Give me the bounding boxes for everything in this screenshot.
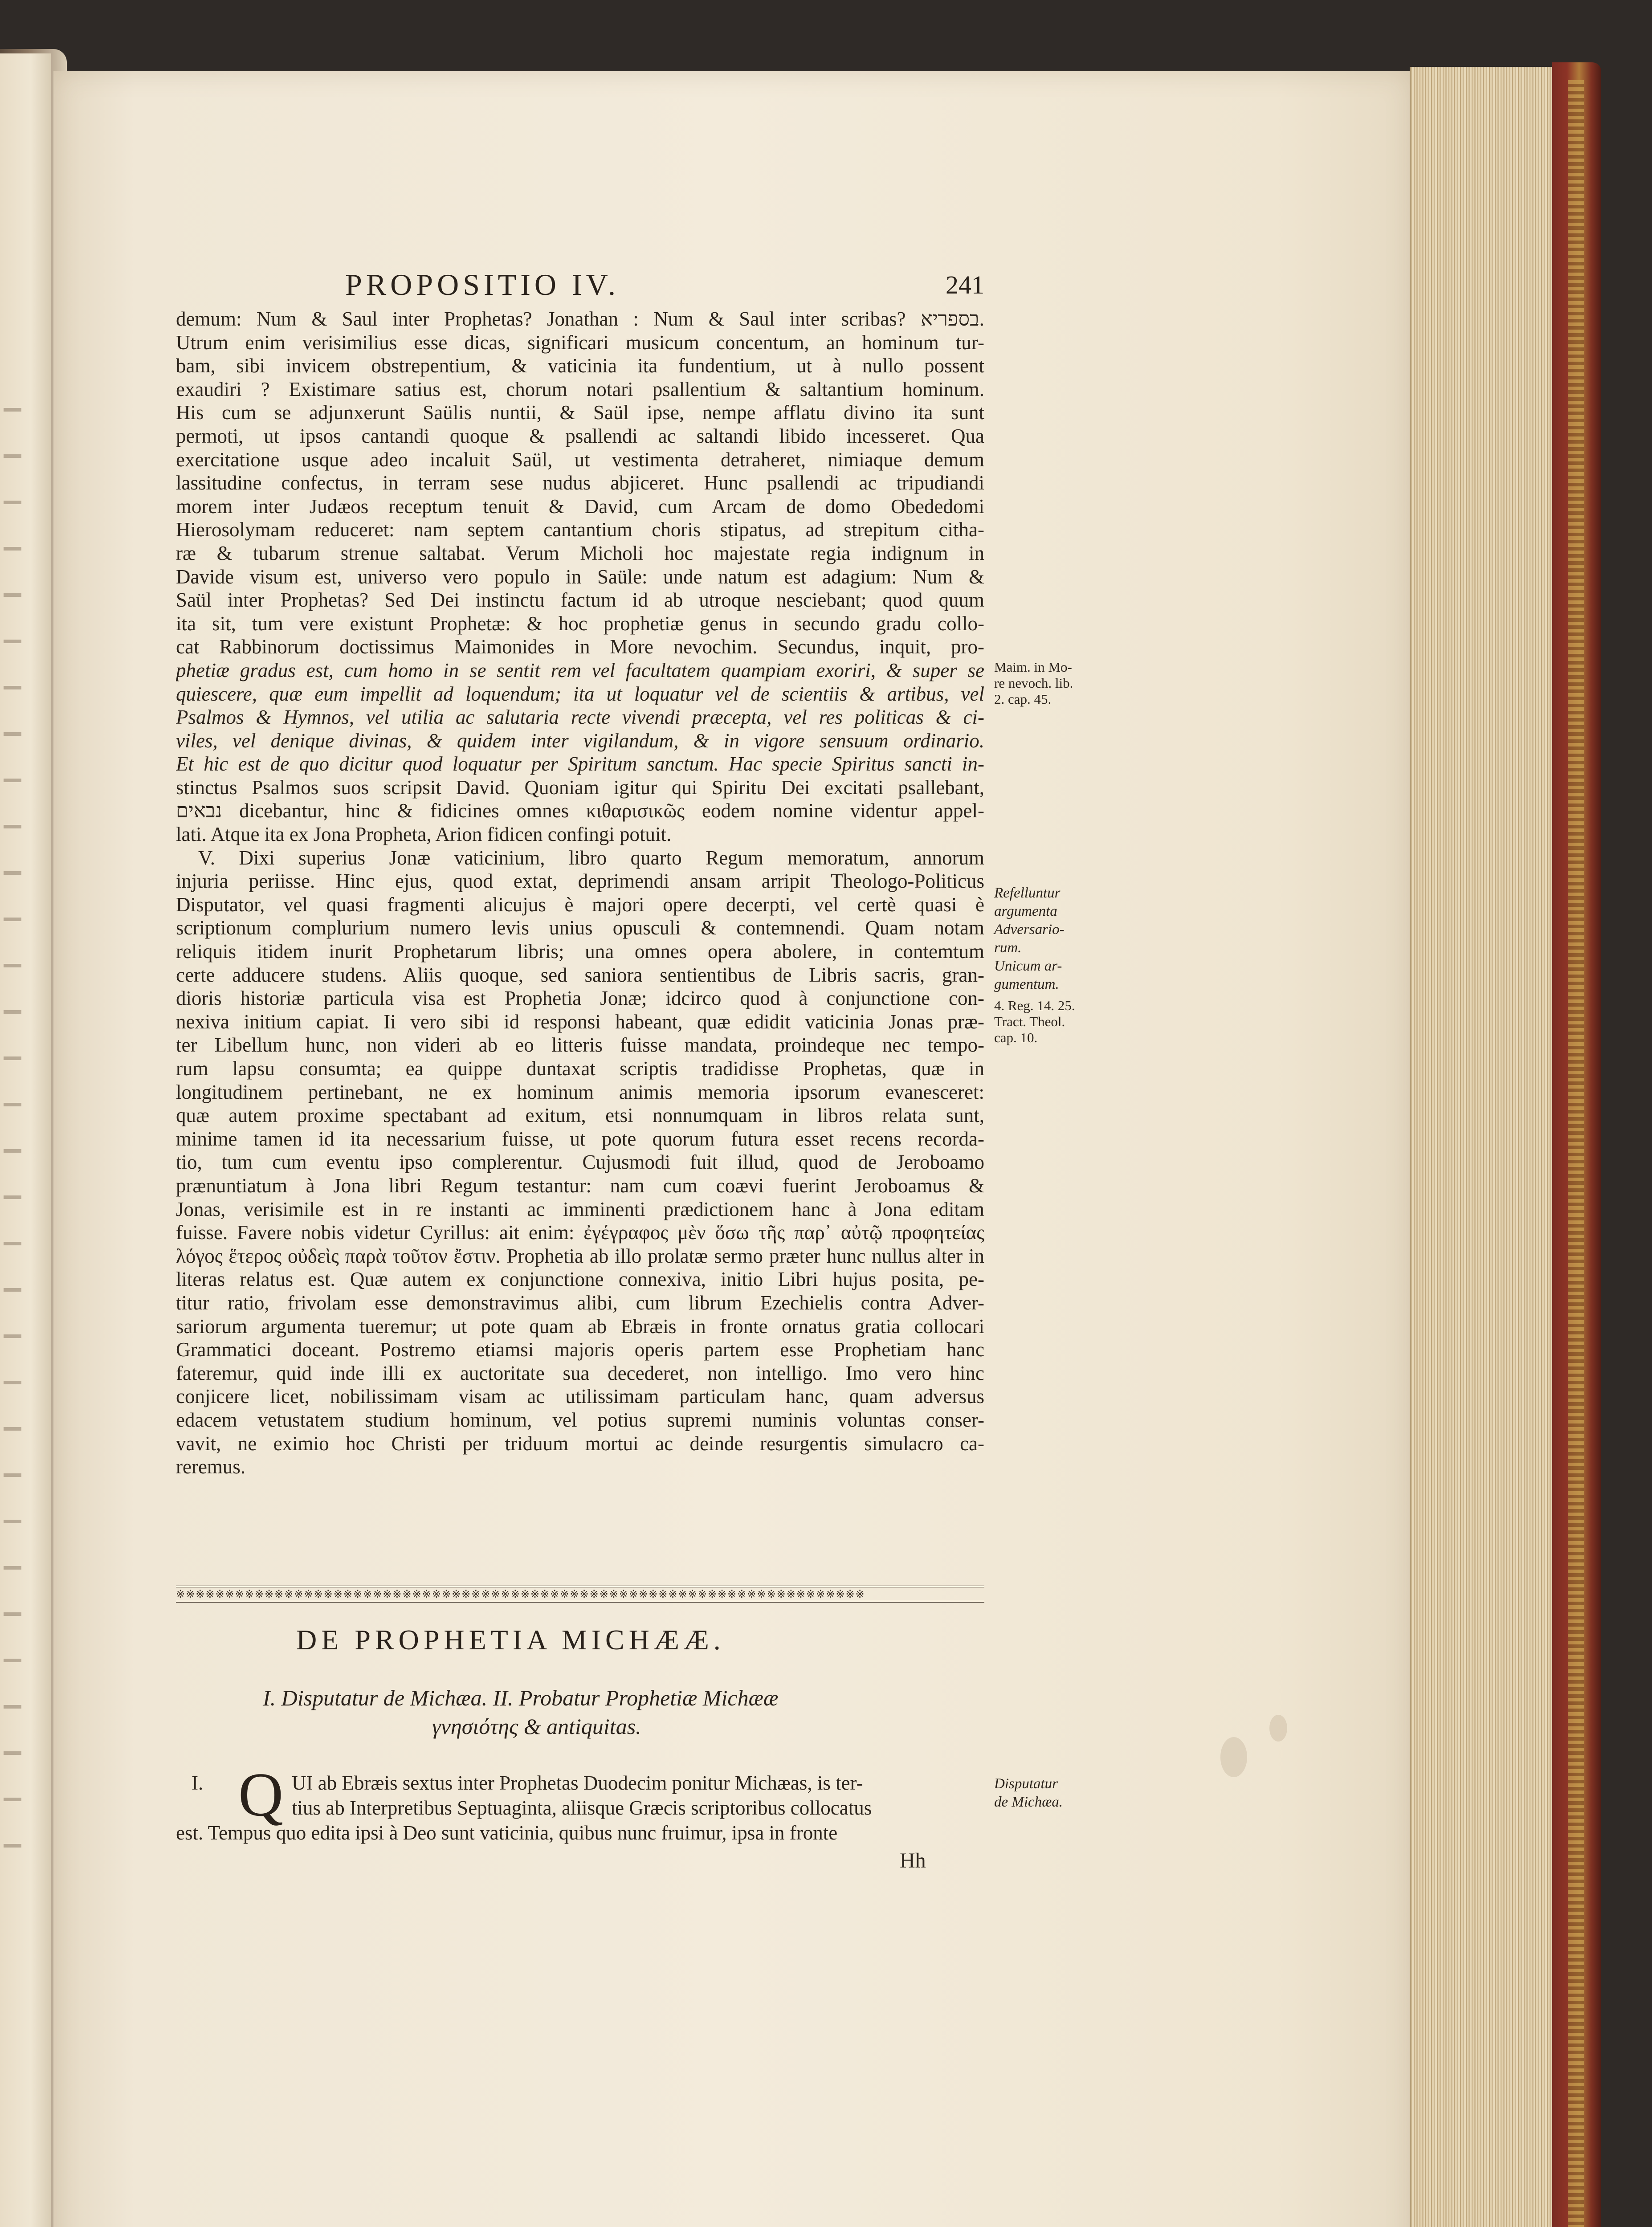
text-line: literas relatus est. Quæ autem ex conjunctione connexiva, initio Libri hujus posita, pe- [176,1268,984,1291]
gilded-spine-edge [1568,80,1584,2227]
text-line: exercitatione usque adeo incaluit Saül, ut vestimenta detraheret, nimiaque demum [176,448,984,471]
margin-note-line: Tract. Theol. [994,1014,1065,1029]
text-line: ter Libellum hunc, non videri ab eo litteris fuisse mandata, proindeque nec tempo- [176,1034,984,1056]
text-line: ita sit, tum vere existunt Prophetæ: & hoc prophetiæ genus in secundo gradu collo- [176,612,984,635]
text-line: Disputator, vel quasi fragmenti alicujus è majori opere decerpti, vel certè quasi è [176,893,984,916]
text-line: permoti, ut ipsos cantandi quoque & psallendi ac saltandi libido incesseret. Qua [176,424,984,447]
margin-note-line: Maim. in Mo- [994,659,1072,675]
margin-note-line: gumentum. [994,976,1059,992]
text-line: λόγος ἕτερος οὐδεὶς παρὰ τοῦτον ἔστιν. Prophetia ab illo prolatæ sermo præter hunc nullus alter in [176,1244,984,1267]
page-stain [1269,1715,1287,1742]
margin-note-line: re nevoch. lib. [994,675,1073,691]
text-line: certe adducere studens. Aliis quoque, sed saniora sentientibus de Libris sacris, gran- [176,963,984,986]
text-line: tio, tum cum eventu ipso complerentur. Cujusmodi fuit illud, quod de Jeroboamo [176,1151,984,1174]
text-line: fateremur, quid inde illi ex auctoritate sua decederet, non intelligo. Imo vero hinc [176,1362,984,1384]
drop-cap: Q [238,1760,284,1829]
text-line: His cum se adjunxerunt Saülis nuntii, & Saül ipse, nempe afflatu divino ita sunt [176,401,984,424]
text-line: Saül inter Prophetas? Sed Dei instinctu factum id ab utroque nesciebant; quod quum [176,589,984,612]
running-head [176,267,984,307]
text-line: stinctus Psalmos suos scripsit David. Quoniam igitur qui Spiritu Dei excitati psallebant, [176,776,984,799]
text-line: nexiva initium capiat. Ii vero sibi id responsi habeant, quæ edidit vaticinia Jonas præ- [176,1010,984,1033]
text-line: reremus. [176,1456,246,1478]
text-line: Hierosolymam reduceret: nam septem cantantium choris stipatus, ad strepitum citha- [176,518,984,541]
text-line: demum: Num & Saul inter Prophetas? Jonathan : Num & Saul inter scribas? בספריא. [176,308,984,330]
margin-note-line: Adversario- [994,922,1065,938]
opening-paragraph [176,1760,984,1845]
text-line: bam, sibi invicem obstrepentium, & vaticinia ita fundentium, ut à nullo possent [176,355,984,377]
page-number: 241 [946,270,984,299]
text-line: UI ab Ebræis sextus inter Prophetas Duodecim ponitur Michæas, is ter- [292,1772,863,1794]
margin-note-refelluntur [994,884,1110,994]
text-line: Et hic est de quo dicitur quod loquatur per Spiritum sanctum. Hac specie Spiritus sancti in- [176,753,984,775]
margin-note-line: Refelluntur [994,885,1061,901]
margin-note-line: argumenta [994,903,1057,919]
text-line: lassitudine confectus, in terram sese nudus abjiceret. Hunc psallendi ac tripudiandi [176,472,984,494]
margin-note-line: de Michæa. [994,1794,1063,1810]
left-page-edge [0,53,51,2227]
margin-note-line: 4. Reg. 14. 25. [994,998,1075,1013]
text-line: sariorum argumenta tueremur; ut pote quam ab Ebræis in fronte ornatus gratia collocari [176,1315,984,1338]
text-line: titur ratio, frivolam esse demonstravimus alibi, cum librum Ezechielis contra Adver- [176,1291,984,1314]
text-line: phetiæ gradus est, cum homo in se sentit rem vel facultatem quampiam exoriri, & super se [176,659,984,681]
text-line: Utrum enim verisimilius esse dicas, significari musicum concentum, an hominum tur- [176,331,984,354]
signature-mark: Hh [900,1849,926,1872]
text-line: minime tamen id ita necessarium fuisse, ut pote quorum futura esset recens recorda- [176,1127,984,1150]
subtitle-line: γνησιότης & antiquitas. [432,1714,641,1739]
margin-note-disputatur [994,1775,1110,1811]
text-line: lati. Atque ita ex Jona Propheta, Arion fidicen confingi potuit. [176,823,672,846]
text-line: prænuntiatum à Jona libri Regum testantur: nam cum coævi fuerint Jeroboamus & [176,1174,984,1197]
text-line: cat Rabbinorum doctissimus Maimonides in More nevochim. Secundus, inquit, pro- [176,636,984,658]
text-line: Davide visum est, universo vero populo in Saüle: unde natum est adagium: Num & [176,565,984,588]
text-line: ræ & tubarum strenue saltabat. Verum Micholi hoc majestate regia indignum in [176,542,984,564]
text-line [176,1479,984,1502]
text-line: quæ autem proxime spectabant ad exitum, etsi nonnumquam in libros relata sunt, [176,1104,984,1127]
text-line: exaudiri ? Existimare satius est, chorum notari psallentium & saltantium hominum. [176,378,984,400]
text-line: fuisse. Favere nobis videtur Cyrillus: ait enim: ἐγέγραφος μὲν ὅσω τῆς παρ᾽ αὐτῷ προφητείας [176,1221,984,1244]
text-line: Jonas, verisimile est in re instanti ac imminenti prædictionem hanc à Jona editam [176,1198,984,1220]
margin-note-line: 2. cap. 45. [994,691,1052,707]
main-text-column [176,307,984,1502]
text-line: injuria periisse. Hinc ejus, quod extat, deprimendi ansam arripit Theologo-Politicus [176,870,984,893]
margin-note-line: rum. [994,940,1022,956]
margin-note-line: Disputatur [994,1776,1058,1792]
text-line: dioris historiæ particula visa est Prophetia Jonæ; idcirco quod à conjunctione con- [176,987,984,1010]
text-line: Grammatici doceant. Postremo etiamsi majoris operis partem esse Prophetiam hanc [176,1338,984,1361]
paragraph-number: I. [192,1772,204,1794]
text-line: Psalmos & Hymnos, vel utilia ac salutaria recte vivendi præcepta, vel res politicas & ci- [176,706,984,729]
subtitle-line: I. Disputatur de Michæa. II. Probatur Prophetiæ Michææ [263,1685,779,1710]
margin-note-references [994,998,1110,1046]
margin-note-line: Unicum ar- [994,958,1062,974]
text-line: viles, vel denique divinas, & quidem inter vigilandum, & in vigore sensuum ordinario. [176,729,984,752]
margin-note-maimonides [994,659,1110,707]
text-line: נבאים dicebantur, hinc & fidicines omnes κιθαρισικῶς eodem nomine videntur appel- [176,799,984,822]
page-stain [1220,1737,1247,1777]
decorative-rule: ※※※※※※※※※※※※※※※※※※※※※※※※※※※※※※※※※※※※※※※※※※※※※※※※※※※※※※※※※※※※※※※※※※※※※※ [176,1586,984,1603]
section-subtitle [263,1684,931,1741]
text-line: scriptionum complurium numero levis unius opusculi & contemnendi. Quam notam [176,917,984,939]
text-line: tius ab Interpretibus Septuaginta, aliisque Græcis scriptoribus collocatus [292,1797,872,1819]
text-line: V. Dixi superius Jonæ vaticinium, libro quarto Regum memoratum, annorum [198,846,984,869]
page-block-edges [1410,67,1553,2227]
text-line: vavit, ne eximio hoc Christi per triduum mortui ac deinde resurgentis simulacro ca- [176,1432,984,1455]
text-line: longitudinem pertinebant, ne ex hominum animis memoria ipsorum evanesceret: [176,1081,984,1103]
text-line: rum lapsu consumta; ea quippe duntaxat scriptis tradidisse Prophetas, quæ in [176,1057,984,1080]
text-line: est. Tempus quo edita ipsi à Deo sunt vaticinia, quibus nunc fruimur, ipsa in fronte [176,1822,838,1844]
text-line: morem inter Judæos receptum tenuit & David, cum Arcam de domo Obededomi [176,495,984,518]
text-line: quiescere, quæ eum impellit ad loquendum; ita ut loquatur vel de scientiis & artibus, vel [176,682,984,705]
section-title: DE PROPHETIA MICHÆÆ. [296,1624,725,1656]
text-line: reliquis itidem inurit Prophetarum libris; una omnes opera abolere, in contemtum [176,940,984,963]
text-line: conjicere licet, nobilissimam visam ac utilissimam particulam hanc, quam adversus [176,1385,984,1408]
margin-note-line: cap. 10. [994,1030,1038,1045]
running-head-title: PROPOSITIO IV. [345,268,620,302]
text-line: edacem vetustatem studium hominum, vel potius supremi numinis voluntas conser- [176,1408,984,1431]
